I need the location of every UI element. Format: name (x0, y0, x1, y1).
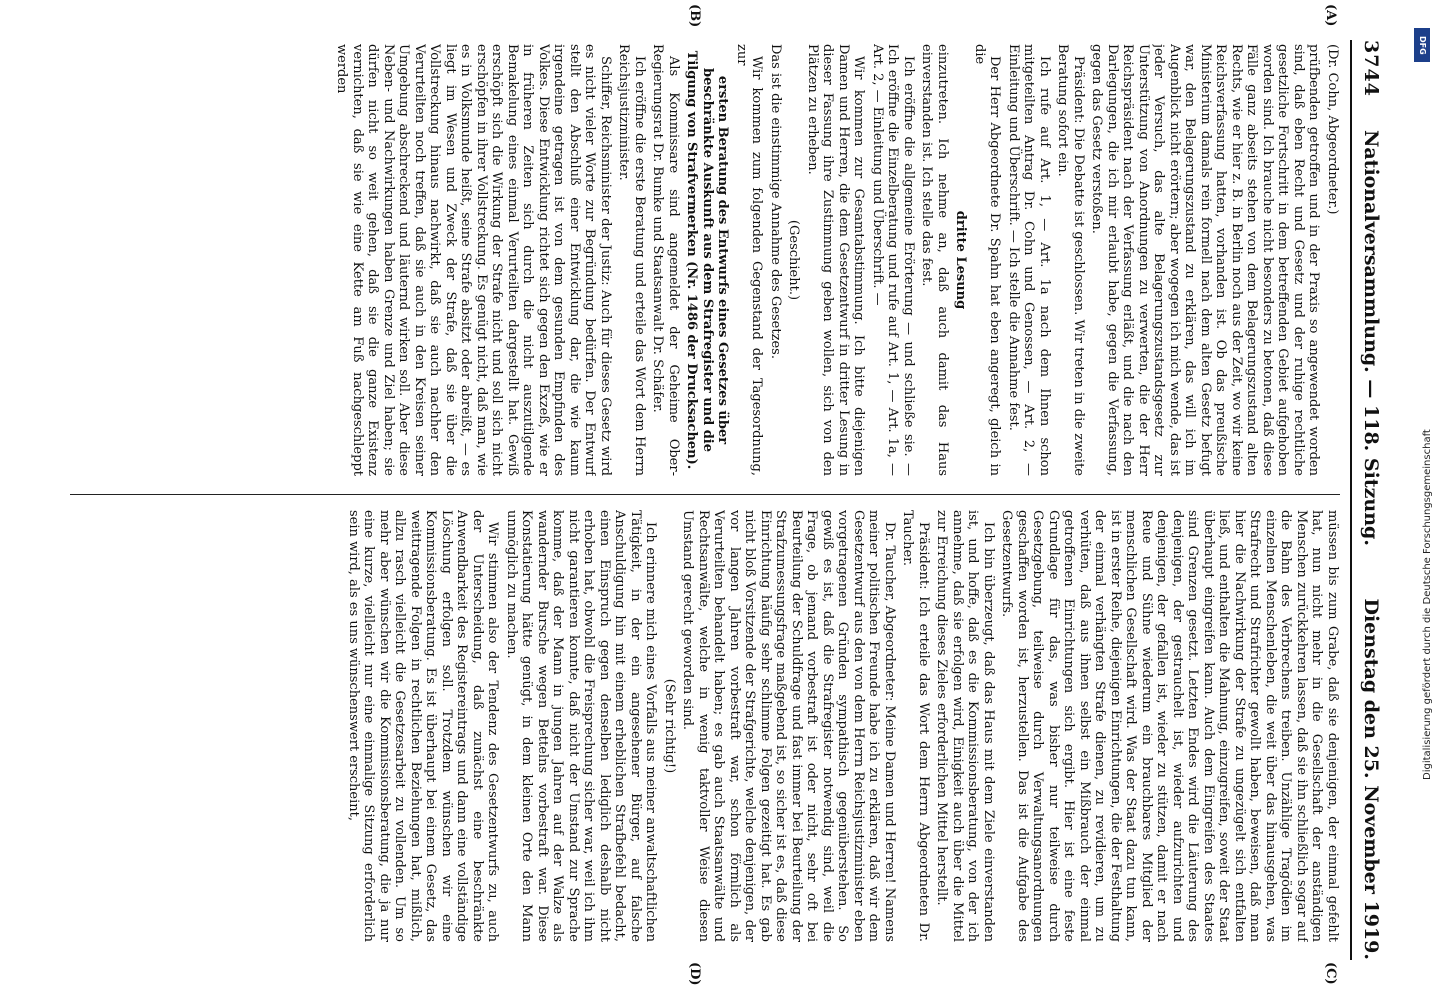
paragraph: Ich bin überzeugt, daß das Haus mit dem Ziele einverstanden ist, und hoffe, daß es die Kommissionsberatung, von der ich annehme, daß sie erfolgen wird, Einigkeit auch über die Mittel zur Erreichung dieses Zieles erforderlichen Mittel herstellt. (934, 510, 996, 942)
paragraph: Der Herr Abgeordnete Dr. Spahn hat eben angeregt, gleich in die (972, 44, 1003, 476)
session-title: Nationalversammlung. — 118. Sitzung. (1360, 130, 1382, 546)
margin-marker-b: (B) (687, 4, 702, 28)
dfg-logo: DFG (1414, 28, 1430, 62)
paragraph: dritte Lesung (953, 210, 969, 310)
paragraph: Ich erinnere mich eines Vorfalls aus meiner anwaltschaftlichen Tätigkeit, in der ein angesehener Bürger, auf falsche Anschuldigung hin mit einem erheblichen Strafbefehl bedacht, einen Einspruch gegen denselben lediglich deshalb nicht erhoben hat, obwohl die Freisprechung sicher war, weil ich ihm nicht garantieren konnte, daß nicht der Umstand zur Sprache komme, daß der Mann in jungen Jahren auf der Walze als wandernder Bursche wegen Bettelns vorbestraft war. Diese Konstatierung hätte genügt, in dem kleinen Orte den Mann unmöglich zu machen. (504, 510, 659, 942)
paragraph: Ich eröffne die allgemeine Erörterung — und schließe sie. — Ich eröffne die Einzelberatung und rufe auf Art. 1, — Art. 1a, — Art. 2, — Einleitung und Überschrift. — (870, 44, 916, 476)
paragraph: Das ist die einstimmige Annahme des Gesetzes. (768, 44, 783, 359)
paragraph: Präsident: Ich erteile das Wort dem Herrn Abgeordneten Dr. Taucher. (900, 510, 931, 942)
paragraph: Präsident: Die Debatte ist geschlossen. Wir treten in die zweite Beratung sofort ein. (1055, 44, 1086, 476)
header-rule (1350, 40, 1352, 960)
paragraph: Ich rufe auf Art. 1, — Art. 1a nach dem Ihnen schon mitgeteilten Antrag Dr. Cohn und Genossen, — Art. 2, — Einleitung und Überschrift. — Ich stelle die Annahme fest. (1006, 44, 1052, 476)
margin-marker-d: (D) (687, 962, 702, 986)
paragraph: Wir kommen zum folgenden Gegenstand der Tagesordnung, zur (734, 44, 765, 476)
paragraph: müssen bis zum Grabe, daß sie denjenigen, der einmal gefehlt hat, nun nicht mehr in die Gesellschaft der anständigen Menschen zurückkehren lassen, daß sie ihn schließlich sogar auf die Bahn des Verbrechens treiben. Unzählige Tragödien im einzelnen Menschenleben, die weit über das hinausgehen, was Strafrecht und Strafrichter gewollt haben, beweisen, daß man hier die Nachwirkung der Strafe zu ungezügelt sich entfalten ließ, und enthalten die Mahnung, einzugreifen, soweit der Staat überhaupt eingreifen kann. Auch dem Eingreifen des Staates sind Grenzen gesetzt. Letzten Endes wird die Läuterung des denjenigen, der gestrauchelt ist, wieder aufzurichten und denjenigen, der gefallen ist, wieder zu stützen, damit er nach Reue und Sühne wiederum ein brauchbares Mitglied der menschlichen Gesellschaft wird. Was der Staat dazu tun kann, ist in erster Reihe, diejenigen Einrichtungen, die der Festhaltung der einmal verhängten Strafe dienen, zu revidieren, um zu verhüten, daß aus ihnen selbst ein Mißbrauch der einmal getroffenen Einrichtungen sich ergibt. Hier ist eine feste Grundlage für das, was bisher nur teilweise durch Gesetzgebung, teilweise durch Verwaltungsanordnungen geschaffen worden ist, herzustellen. Das ist die Aufgabe des Gesetzentwurfs. (999, 510, 1340, 942)
paragraph: Wir stimmen also der Tendenz des Gesetzentwurfs zu, auch der Unterscheidung, daß zunächst eine beschränkte Anwendbarkeit des Registereintrags und dann eine vollständige Löschung erfolgen soll. Trotzdem wünschen wir eine Kommissionsberatung. Es ist überhaupt bei einem Gesetz, das weittragende Folgen in rechtlichen Beziehungen hat, mißlich, allzu rasch vielleicht die Gesetzesarbeit zu vollenden. Um so mehr aber wünschen wir die Kommissionsberatung, die ja nur eine kurze, vielleicht nur eine einmalige Sitzung erforderlich sein wird, als es uns wünschenswert erscheint, (346, 510, 501, 942)
paragraph: Dr. Taucher, Abgeordneter: Meine Damen und Herren! Namens meiner politischen Freunde habe ich zu erklären, daß wir dem Gesetzentwurf aus den von dem Herrn Reichsjustizminister eben vorgetragenen Gründen sympathisch gegenüberstehen. So gewiß es ist, daß die Strafregister notwendig sind, weil die Frage, ob jemand vorbestraft ist oder nicht, sehr oft bei Beurteilung der Schuldfrage und fast immer bei Beurteilung der Strafzumessungsfrage maßgebend ist, so sicher ist es, daß diese Einrichtung häufig sehr schlimme Folgen gezeitigt hat. Es gab nicht bloß Vorsitzende der Strafgerichte, welche denjenigen, der vor langen Jahren vorbestraft war, schon förmlich als Verurteilten behandelt haben; es gab auch Staatsanwälte und Rechtsanwälte, welche in wenig taktvoller Weise diesen Umstand gerecht geworden sind. (680, 510, 897, 942)
paragraph: (Geschieht.) (786, 219, 802, 301)
paragraph: (Sehr richtig!) (662, 678, 677, 774)
margin-marker-c: (C) (1323, 962, 1338, 985)
paragraph: Schiffer, Reichsminister der Justiz: Auch für dieses Gesetz wird es nicht vieler Worte zur Begründung bedürfen. Der Entwurf stellt den Abschluß einer Entwicklung dar, die wie kaum irgendeine getragen ist von dem gesunden Empfinden des Volkes. Diese Entwicklung richtet sich gegen den Exzeß, wie er in früheren Zeiten sich durch die nicht auszutilgende Bemakelung eines einmal Verurteilten dargestellt hat. Gewiß erschöpft sich die Wirkung der Strafe nicht und soll sich nicht erschöpfen in ihrer Vollstreckung. Es genügt nicht, daß man, wie es in Volksmunde heißt, seine Strafe absitzt oder abreißt, — es liegt im Wesen und Zweck der Strafe, daß sie über die Vollstreckung hinaus nachwirkt, daß sie auch nachher den Verurteilten noch treffen, daß sie auch in den Kreisen seiner Umgebung abschreckend und läuternd wirken soll. Aber diese Neben- und Nachwirkungen haben Grenze und Ziel haben; sie dürfen nicht so weit gehen, daß sie die ganze Existenz vernichten, daß sie wie eine Kette am Fuß nachgeschleppt werden (334, 44, 613, 476)
digitization-strip (1414, 20, 1433, 980)
page-header (1356, 40, 1382, 960)
page-number: 3744 (1360, 40, 1382, 97)
paragraph: einzutreten. Ich nehme an, daß auch damit das Haus einverstanden ist. Ich stelle das fest. (919, 44, 950, 476)
paragraph: Wir kommen zur Gesamtabstimmung. Ich bitte diejenigen Damen und Herren, die dem Gesetzentwurf in dritter Lesung in dieser Fassung ihre Zustimmung geben wollen, sich von den Plätzen zu erheben. (805, 44, 867, 476)
right-column (70, 510, 1340, 942)
margin-marker-a: (A) (1323, 4, 1338, 27)
paragraph: Ich eröffne die erste Beratung und erteile das Wort dem Herrn Reichsjustizminister. (616, 44, 647, 476)
paragraph: Als Kommissare sind angemeldet der Geheime Ober-Regierungsrat Dr. Bumke und Staatsanwalt Dr. Schäfer. (650, 44, 681, 476)
session-date: Dienstag den 25. November 1919. (1360, 598, 1382, 960)
digitization-note: Digitalisierung gefördert durch die Deutsche Forschungsgemeinschaft (1422, 429, 1433, 780)
paragraph: (Dr. Cohn, Abgeordneter.) (1325, 44, 1340, 215)
paragraph: prüfbenden getroffen und in der Praxis so angewendet worden sind, daß eben Recht und Gesetz und der ruhige rechtliche gesetzliche Fortschritt in dem betreffenden Gebiet aufgehoben worden sind. Ich brauche nicht besonders zu betonen, daß diese Fälle ganz abseits stehen von dem Belagerungszustand alten Rechts, wie er hier z. B. in Berlin noch aus der Zeit, wo wir keine Reichsverfassung hatten, vorhanden ist. Ob das preußische Ministerium damals rein formell nach dem alten Gesetz befugt war, den Belagerungszustand zu erklären, das will ich im Augenblick nicht erörtern; aber wogegen ich mich wende, das ist jeder Versuch, das alte Belagerungszustandsgesetz zur Unterstützung von Anordnungen zu verwerten, die der Herr Reichspräsident nach der Verfassung erläßt, und die nach den Darlegungen, die ich mir erlaubt habe, gegen die Verfassung, gegen das Gesetz verstoßen. (1089, 44, 1322, 476)
column-separator (70, 494, 1340, 495)
paragraph: ersten Beratung des Entwurfs eines Gesetzes über beschränkte Auskunft aus dem Strafregister und die Tilgung von Strafvermerken (Nr. 1486 der Drucksachen). (684, 50, 731, 470)
left-column (70, 44, 1340, 476)
